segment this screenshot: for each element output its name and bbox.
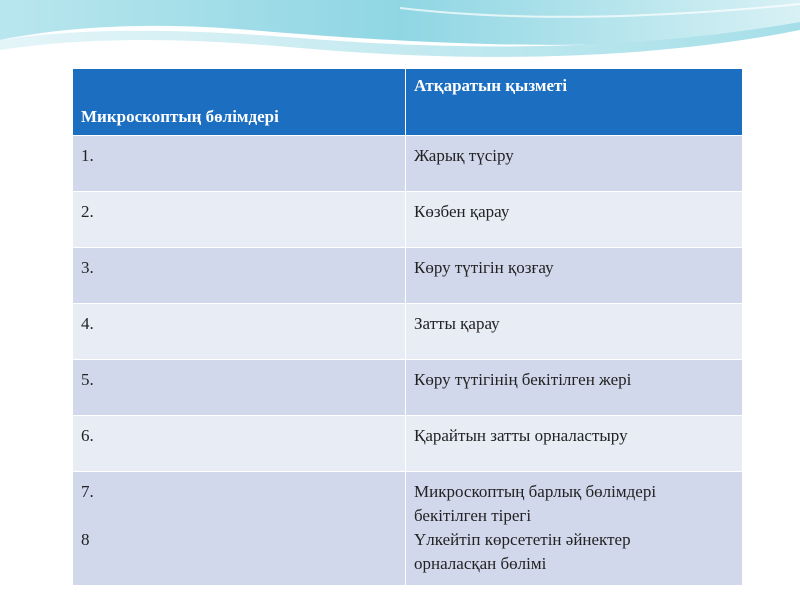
row-number: 1. — [73, 136, 406, 192]
row-number: 6. — [73, 416, 406, 472]
microscope-parts-table — [72, 68, 743, 586]
row-number: 3. — [73, 248, 406, 304]
row-number: 2. — [73, 192, 406, 248]
row-function-line: Үлкейтіп көрсететін әйнектер — [414, 530, 631, 549]
row-number: 4. — [73, 304, 406, 360]
row-number: 5. — [73, 360, 406, 416]
row-number-cell — [73, 472, 406, 586]
column-header-function: Атқаратын қызметі — [406, 69, 743, 136]
row-function: Затты қарау — [406, 304, 743, 360]
row-function-cell — [406, 472, 743, 586]
row-function: Көзбен қарау — [406, 192, 743, 248]
table-row — [73, 416, 743, 472]
table-row — [73, 136, 743, 192]
table-row — [73, 304, 743, 360]
row-function: Көру түтігінің бекітілген жері — [406, 360, 743, 416]
table-row — [73, 472, 743, 586]
row-function: Көру түтігін қозғау — [406, 248, 743, 304]
table-row — [73, 192, 743, 248]
row-function-line: Микроскоптың барлық бөлімдері — [414, 482, 657, 501]
row-function-line: орналасқан бөлімі — [414, 554, 547, 573]
row-function: Жарық түсіру — [406, 136, 743, 192]
row-number: 8 — [81, 530, 90, 549]
row-number: 7. — [81, 482, 94, 501]
table-header-row — [73, 69, 743, 136]
row-function-line: бекітілген тірегі — [414, 506, 532, 525]
row-function: Қарайтын затты орналастыру — [406, 416, 743, 472]
spacer — [81, 504, 397, 528]
table-row — [73, 248, 743, 304]
table-row — [73, 360, 743, 416]
column-header-parts: Микроскоптың бөлімдері — [73, 69, 406, 136]
